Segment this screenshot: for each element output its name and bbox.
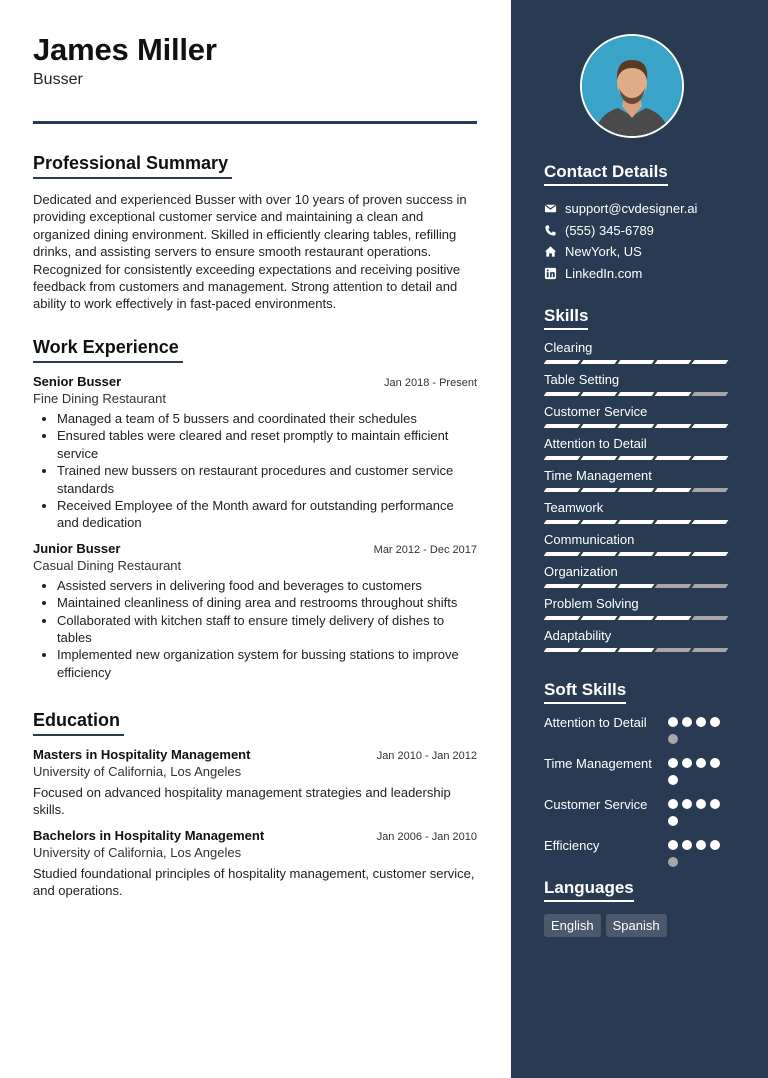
rating-dot (710, 758, 720, 768)
skill-level-bar (545, 616, 734, 620)
skill-level-segment (544, 360, 581, 364)
skill-level-bar (545, 360, 734, 364)
skill-level-segment (655, 584, 692, 588)
skill-level-segment (581, 360, 618, 364)
language-tag: Spanish (606, 914, 667, 937)
rating-dot (668, 734, 678, 744)
skill-name: Time Management (544, 468, 652, 483)
skill-level-segment (692, 392, 729, 396)
skill-level-segment (618, 584, 655, 588)
linkedin-text: LinkedIn.com (565, 265, 643, 281)
header-divider (33, 121, 477, 124)
soft-skills-section (544, 680, 734, 878)
job-bullet: • Trained new bussers on restaurant procedures and customer service standards (57, 462, 477, 497)
soft-skill-name: Efficiency (544, 838, 600, 853)
skill-name: Attention to Detail (544, 436, 647, 451)
degree-title: Bachelors in Hospitality Management (33, 827, 265, 843)
job-employer: Fine Dining Restaurant (33, 391, 166, 406)
skill-level-segment (692, 552, 729, 556)
soft-skill-rating (668, 796, 734, 833)
skill-level-segment (655, 360, 692, 364)
soft-skill-rating (668, 755, 734, 792)
location-text: NewYork, US (565, 244, 642, 260)
summary-text: Dedicated and experienced Busser with over 10 years of proven success in providing exceptional customer service and maintaining a clean and organized dining environment. Skilled in efficiently clearing tables, refilling drinks, and assisting servers to ensure smooth restaurant operations. Recognized for consistently exceeding expectations and receiving positive feedback from customers and management. Strong attention to detail and ability to work effectively in fast-paced environments. (33, 192, 467, 312)
skill-level-segment (692, 584, 729, 588)
job-bullet: • Collaborated with kitchen staff to ensure timely delivery of dishes to tables (57, 612, 477, 647)
rating-dot (710, 717, 720, 727)
envelope-icon (544, 202, 557, 215)
skill-level-segment (655, 616, 692, 620)
job-bullet: • Assisted servers in delivering food and beverages to customers (57, 577, 477, 594)
skill-level-segment (655, 424, 692, 428)
skill-level-segment (618, 488, 655, 492)
skill-level-segment (655, 648, 692, 652)
job-dates: Jan 2018 - Present (384, 377, 477, 389)
skill-name: Adaptability (544, 628, 612, 643)
languages-list (544, 914, 734, 937)
skill-level-segment (581, 584, 618, 588)
profile-photo (580, 34, 684, 138)
skill-level-segment (544, 424, 581, 428)
skill-name: Communication (544, 532, 635, 547)
soft-skill-name: Attention to Detail (544, 715, 647, 730)
rating-dot (682, 799, 692, 809)
soft-skill-item (544, 755, 734, 792)
skill-level-segment (618, 360, 655, 364)
skill-item (544, 467, 734, 499)
skill-level-segment (655, 520, 692, 524)
home-icon (544, 245, 557, 258)
education-dates: Jan 2010 - Jan 2012 (376, 750, 477, 762)
skill-level-bar (545, 392, 734, 396)
soft-skill-name: Time Management (544, 756, 652, 771)
skill-level-segment (581, 520, 618, 524)
job-dates: Mar 2012 - Dec 2017 (373, 543, 477, 556)
experience-section (33, 337, 477, 681)
rating-dot (682, 840, 692, 850)
language-tag: English (544, 914, 601, 937)
skill-item (544, 595, 734, 627)
skill-level-segment (544, 552, 581, 556)
skill-level-segment (581, 552, 618, 556)
skill-level-segment (655, 392, 692, 396)
soft-skill-item (544, 714, 734, 751)
job-bullet: • Implemented new organization system for bussing stations to improve efficiency (57, 646, 477, 681)
skill-level-segment (692, 616, 729, 620)
rating-dot (682, 717, 692, 727)
skills-heading: Skills (544, 306, 588, 330)
skill-level-bar (545, 424, 734, 428)
job-bullets (33, 410, 477, 532)
skill-item (544, 531, 734, 563)
skills-list (544, 339, 734, 659)
soft-skill-item (544, 796, 734, 833)
education-entry (33, 747, 477, 819)
education-section (33, 710, 477, 900)
skill-level-segment (692, 520, 729, 524)
skill-item (544, 371, 734, 403)
skill-level-segment (581, 616, 618, 620)
soft-skill-rating (668, 714, 734, 751)
skill-level-segment (618, 616, 655, 620)
job-bullet: • Received Employee of the Month award for outstanding performance and dedication (57, 497, 477, 532)
skill-level-segment (544, 648, 581, 652)
skill-level-bar (545, 552, 734, 556)
skill-level-segment (692, 456, 729, 460)
skill-level-bar (545, 584, 734, 588)
skill-level-segment (581, 648, 618, 652)
linkedin-icon (544, 267, 557, 280)
rating-dot (682, 758, 692, 768)
soft-skill-item (544, 837, 734, 874)
education-dates: Jan 2006 - Jan 2010 (376, 830, 477, 843)
rating-dot (668, 775, 678, 785)
job-bullet: • Managed a team of 5 bussers and coordinated their schedules (57, 410, 477, 427)
skill-item (544, 627, 734, 659)
education-entry (33, 828, 477, 900)
soft-skills-list (544, 714, 734, 874)
job-title: Senior Busser (33, 374, 122, 389)
summary-heading: Professional Summary (33, 153, 232, 179)
skill-level-segment (692, 648, 729, 652)
skill-level-segment (544, 520, 581, 524)
rating-dot (710, 799, 720, 809)
skill-level-segment (544, 488, 581, 492)
skill-level-bar (545, 648, 734, 652)
avatar-portrait (582, 36, 682, 136)
rating-dot (696, 717, 706, 727)
skill-level-segment (581, 488, 618, 492)
contact-email[interactable] (544, 198, 734, 220)
skill-level-segment (581, 456, 618, 460)
rating-dot (668, 816, 678, 826)
email-text: support@cvdesigner.ai (565, 201, 698, 217)
skill-level-segment (544, 584, 581, 588)
education-heading: Education (33, 710, 124, 736)
job-title: Junior Busser (33, 540, 121, 556)
degree-title: Masters in Hospitality Management (33, 747, 251, 762)
skill-level-segment (618, 456, 655, 460)
soft-skill-rating (668, 837, 734, 874)
rating-dot (668, 857, 678, 867)
skill-level-bar (545, 520, 734, 524)
phone-text: (555) 345-6789 (565, 222, 654, 238)
skill-level-segment (655, 488, 692, 492)
contact-heading: Contact Details (544, 162, 668, 186)
school-name: University of California, Los Angeles (33, 764, 242, 779)
skill-level-segment (544, 392, 581, 396)
skill-level-segment (618, 424, 655, 428)
skill-item (544, 499, 734, 531)
candidate-name: James Miller (33, 32, 217, 67)
languages-section (544, 878, 734, 937)
skill-item (544, 339, 734, 371)
languages-heading: Languages (544, 878, 634, 902)
skill-name: Teamwork (544, 500, 604, 515)
skill-level-bar (545, 456, 734, 460)
education-description: Studied foundational principles of hospitality management, customer service, and operations. (33, 865, 475, 899)
skill-item (544, 563, 734, 595)
skill-level-segment (692, 424, 729, 428)
job-entry (33, 374, 477, 532)
job-entry (33, 541, 477, 681)
rating-dot (668, 717, 678, 727)
skills-section (544, 306, 734, 659)
skill-level-segment (692, 360, 729, 364)
job-bullet: • Ensured tables were cleared and reset promptly to maintain efficient service (57, 427, 477, 462)
phone-icon (544, 224, 557, 237)
contact-section (544, 162, 734, 284)
job-employer: Casual Dining Restaurant (33, 557, 182, 573)
candidate-title: Busser (33, 71, 83, 88)
job-bullet: • Maintained cleanliness of dining area and restrooms throughout shifts (57, 594, 477, 611)
rating-dot (696, 799, 706, 809)
education-description: Focused on advanced hospitality management strategies and leadership skills. (33, 785, 451, 818)
skill-name: Problem Solving (544, 596, 639, 611)
sidebar (511, 0, 768, 1078)
skill-level-segment (618, 392, 655, 396)
soft-skills-heading: Soft Skills (544, 680, 626, 704)
skill-name: Customer Service (544, 404, 648, 419)
skill-level-bar (545, 488, 734, 492)
skill-name: Table Setting (544, 372, 620, 387)
rating-dot (696, 840, 706, 850)
contact-linkedin[interactable] (544, 263, 734, 285)
rating-dot (668, 799, 678, 809)
skill-item (544, 403, 734, 435)
skill-level-segment (581, 392, 618, 396)
skill-level-segment (655, 552, 692, 556)
skill-name: Organization (544, 564, 618, 579)
rating-dot (668, 758, 678, 768)
soft-skill-name: Customer Service (544, 797, 648, 812)
contact-phone[interactable] (544, 220, 734, 242)
skill-level-segment (618, 552, 655, 556)
skill-level-segment (544, 456, 581, 460)
rating-dot (696, 758, 706, 768)
experience-heading: Work Experience (33, 337, 183, 363)
skill-level-segment (655, 456, 692, 460)
skill-level-segment (618, 520, 655, 524)
skill-level-segment (581, 424, 618, 428)
skill-level-segment (544, 616, 581, 620)
job-bullets (33, 577, 477, 681)
school-name: University of California, Los Angeles (33, 844, 242, 860)
skill-item (544, 435, 734, 467)
skill-name: Clearing (544, 340, 593, 355)
skill-level-segment (692, 488, 729, 492)
rating-dot (710, 840, 720, 850)
contact-location (544, 241, 734, 263)
summary-section (33, 153, 477, 313)
rating-dot (668, 840, 678, 850)
skill-level-segment (618, 648, 655, 652)
